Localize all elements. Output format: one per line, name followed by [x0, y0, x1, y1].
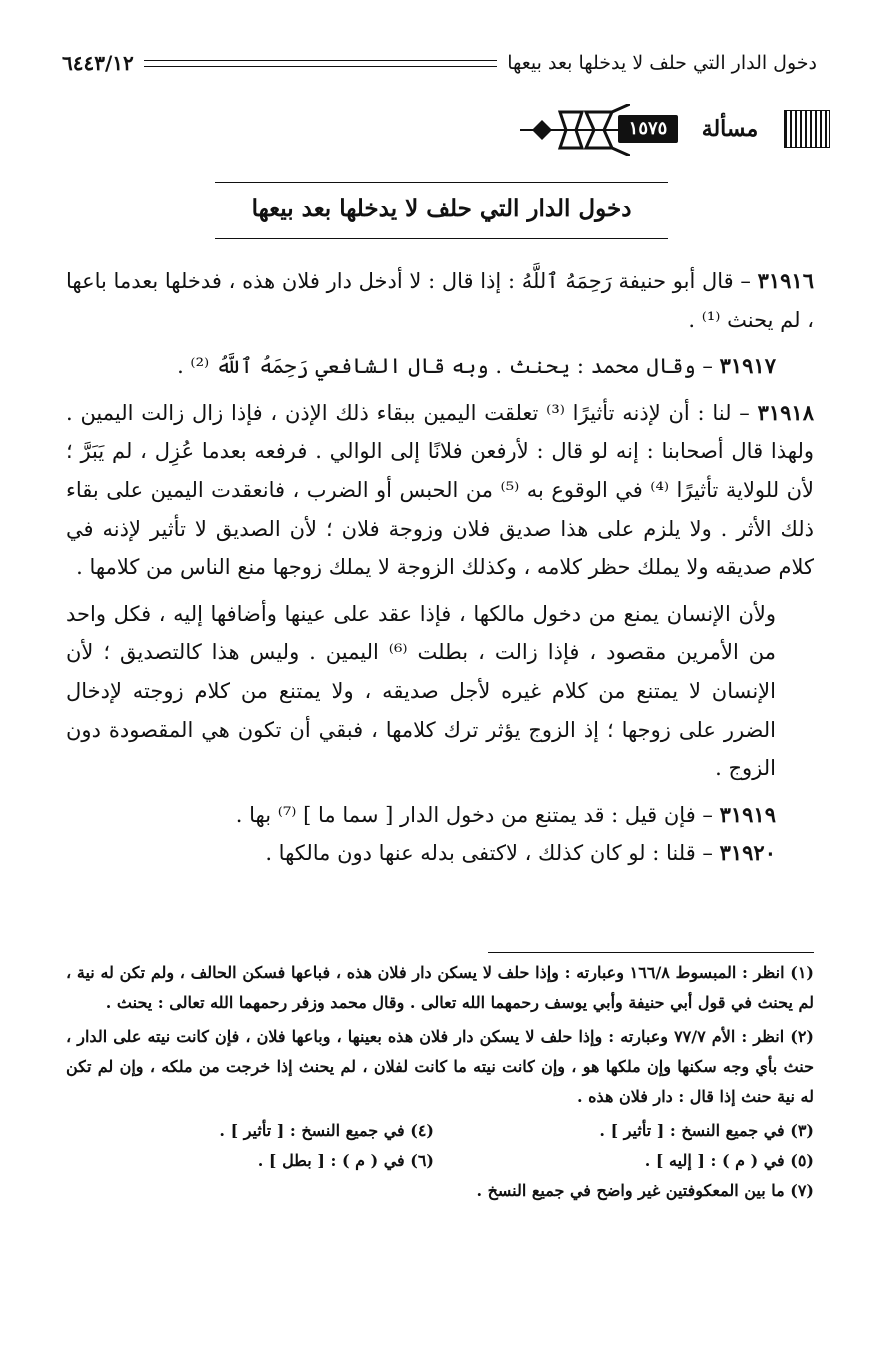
paragraph-number: ٣١٩١٨ — [757, 399, 814, 425]
footnote-3: (٣) في جميع النسخ : [ تأثير ] . — [599, 1121, 814, 1140]
footnote-5: (٥) في ( م ) : [ إليه ] . — [644, 1151, 814, 1170]
paragraph — [66, 262, 814, 339]
footnote-rule — [488, 952, 814, 953]
paragraph-text: – وقال محمد : يحنث . وبه قال الشافعي رَحِمَهُ ٱللَّهُ ⁽²⁾ . — [177, 354, 720, 379]
running-header — [62, 48, 817, 78]
footnotes — [66, 958, 814, 1210]
paragraph-number: ٣١٩١٦ — [757, 268, 814, 293]
masala-banner — [540, 104, 830, 156]
knot-ornament-icon — [520, 104, 630, 156]
paragraph — [66, 595, 814, 788]
footnote-4: (٤) في جميع النسخ : [ تأثير ] . — [219, 1121, 434, 1140]
running-title: دخول الدار التي حلف لا يدخلها بعد بيعها — [507, 52, 817, 74]
paragraph-number: ٣١٩١٩ — [719, 801, 776, 827]
paragraph-number: ٣١٩٢٠ — [719, 840, 776, 866]
paragraph — [66, 394, 814, 587]
paragraph-number: ٣١٩١٧ — [719, 353, 776, 379]
paragraph-text: – فإن قيل : قد يمتنع من دخول الدار [ سما ما ] ⁽⁷⁾ بها . — [235, 802, 720, 827]
masala-number: ١٥٧٥ — [618, 115, 678, 143]
paragraph-text: ولأن الإنسان يمنع من دخول مالكها ، فإذا عقد على عينها وأضافها إليه ، فكل واحد من الأمرين مقصود ، فإذا زالت ، بطلت ⁽⁶⁾ اليمين . وليس هذا كالتصديق ؛ لأن الإنسان لا يمتنع من كلام غيره لأجل صديقه ، ولا يمتنع من كلام زوجته لإدخال الضرر على زوجها ؛ إذ الزوج يؤثر ترك كلامها ، فبقي أن تكون هي المقصودة دون الزوج . — [66, 601, 776, 781]
footnote-7: (٧) ما بين المعكوفتين غير واضح في جميع النسخ . — [476, 1181, 814, 1200]
chapter-title: دخول الدار التي حلف لا يدخلها بعد بيعها — [251, 195, 632, 222]
footnote-1: (١) انظر : المبسوط ١٦٦/٨ وعبارته : وإذا حلف لا يسكن دار فلان هذه ، فباعها فسكن الحالف ، ولم تكن له نية ، لم يحنث في قول أبي حنيفة وأبي يوسف رحمهما الله تعالى . وقال محمد وزفر رحمهما الله تعالى : يحنث . — [66, 963, 814, 1012]
title-rule-bottom — [215, 238, 668, 239]
paragraph — [66, 347, 814, 386]
footnote-6: (٦) في ( م ) : [ بطل ] . — [257, 1151, 434, 1170]
paragraph — [66, 796, 814, 835]
footnote-2: (٢) انظر : الأم ٧٧/٧ وعبارته : وإذا حلف لا يسكن دار فلان هذه بعينها ، وباعها فلان ، فإن كانت نيته على الدار ، حنث بأي وجه سكنها وإن ملكها هو ، وإن كانت نيته ما كانت لفلان ، لم يحنث إذا خرجت من ملكه ، وإن لم تكن له نية حنث إذا قال : دار فلان هذه . — [66, 1027, 814, 1106]
masala-label: مسألة — [701, 116, 759, 142]
folio: ٦٤٤٣/١٢ — [62, 51, 134, 75]
paragraph-text: – لنا : أن لإذنه تأثيرًا ⁽³⁾ تعلقت اليمين ببقاء ذلك الإذن ، فإذا زال زالت اليمين . ولهذا قال أصحابنا : إنه لو قال : لأرفعن فلانًا إلى الوالي . فرفعه بعدما عُزِل ، لم يَبَرَّ ؛ لأن للولاية تأثيرًا ⁽⁴⁾ في الوقوع به ⁽⁵⁾ من الحبس أو الضرب ، فانعقدت اليمين على بقاء ذلك الأثر . ولا يلزم على هذا صديق فلان وزوجة فلان ؛ لأن الصديق لا تأثير لإذنه في كلام صديقه ولا يملك حظر كلامه ، وكذلك الزوجة لا يملك زوجها منع الناس من كلامها . — [66, 400, 814, 580]
paragraph-text: – قلنا : لو كان كذلك ، لاكتفى بدله عنها دون مالكها . — [265, 841, 720, 866]
paragraph — [66, 834, 814, 873]
striped-bar-ornament — [784, 110, 830, 148]
header-rule — [144, 60, 497, 67]
title-rule-top — [215, 182, 668, 183]
main-text — [66, 262, 814, 881]
paragraph-text: – قال أبو حنيفة رَحِمَهُ ٱللَّهُ : إذا قال : لا أدخل دار فلان هذه ، فدخلها بعدما باعها ، لم يحنث ⁽¹⁾ . — [66, 269, 814, 332]
footnote-grid — [66, 1116, 814, 1176]
